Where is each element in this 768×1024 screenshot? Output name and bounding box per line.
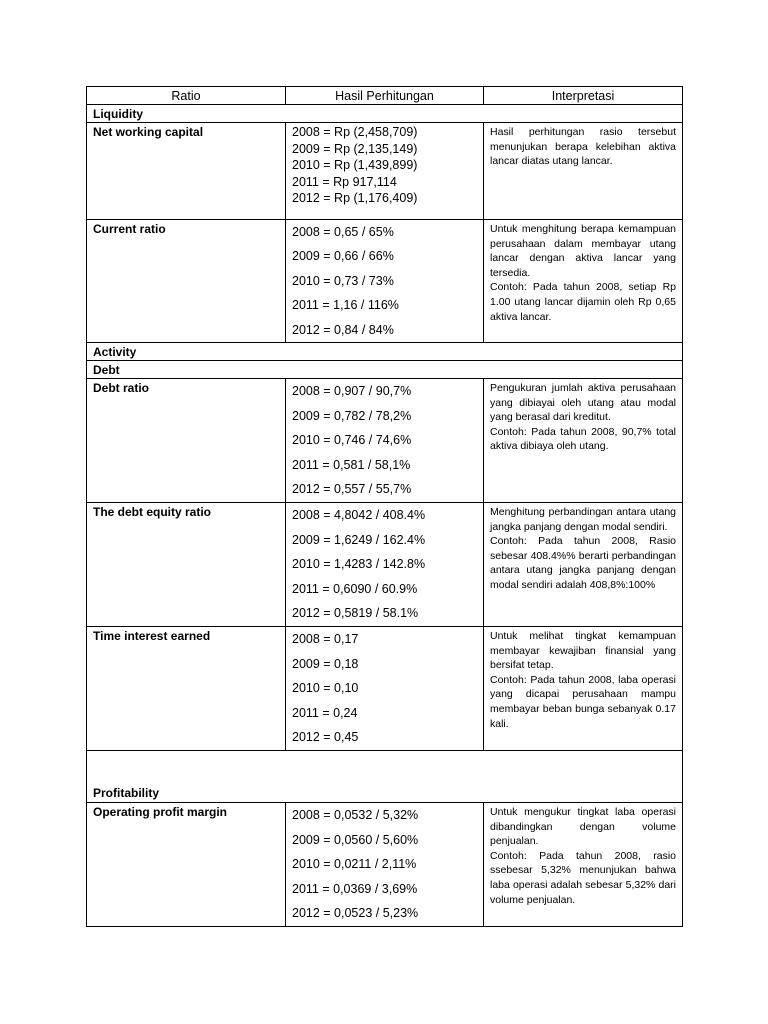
value-line: 2009 = 0,18 bbox=[292, 656, 359, 671]
header-interpretasi: Interpretasi bbox=[484, 87, 683, 105]
table-row bbox=[87, 503, 683, 627]
section-title-profitability-text: Profitability bbox=[93, 786, 160, 801]
value-cell bbox=[286, 220, 484, 343]
value-line: 2009 = 1,6249 / 162.4% bbox=[292, 532, 426, 547]
table-row bbox=[87, 379, 683, 503]
section-row-profitability bbox=[87, 751, 683, 803]
interpretation-cell bbox=[484, 627, 683, 751]
interpretation-text: Untuk melihat tingkat kemampuan membayar kewajiban finansial yang bersifat tetap. bbox=[490, 630, 676, 672]
header-hasil-perhitungan: Hasil Perhitungan bbox=[286, 87, 484, 105]
section-title-debt: Debt bbox=[87, 361, 683, 379]
interpretation-text: Untuk menghitung berapa kemampuan perusahaan dalam membayar utang lancar dengan aktiva lancar yang tersedia. bbox=[490, 223, 676, 279]
section-title-profitability bbox=[87, 751, 683, 803]
header-row bbox=[87, 87, 683, 105]
interpretation-example: Contoh: Pada tahun 2008, laba operasi yang dicapai perusahaan mampu membayar beban bunga sebanyak 0.17 kali. bbox=[490, 673, 676, 730]
value-line: 2008 = Rp (2,458,709) bbox=[292, 125, 418, 139]
ratio-label: Net working capital bbox=[87, 123, 286, 220]
value-line: 2009 = 0,66 / 66% bbox=[292, 249, 394, 264]
value-line: 2010 = Rp (1,439,899) bbox=[292, 158, 418, 172]
interpretation-text: Hasil perhitungan rasio tersebut menunjukan berapa kelebihan aktiva lancar diatas utang lancar. bbox=[490, 126, 676, 168]
value-line: 2011 = 1,16 / 116% bbox=[292, 298, 399, 313]
value-line: 2011 = Rp 917,114 bbox=[292, 174, 397, 189]
ratio-label: The debt equity ratio bbox=[87, 503, 286, 627]
value-line: 2010 = 0,73 / 73% bbox=[292, 273, 394, 288]
value-cell bbox=[286, 627, 484, 751]
interpretation-text: Menghitung perbandingan antara utang jangka panjang dengan modal sendiri. bbox=[490, 506, 676, 533]
value-line: 2012 = 0,84 / 84% bbox=[292, 322, 394, 337]
value-line: 2011 = 0,24 bbox=[292, 705, 358, 720]
interpretation-example: Contoh: Pada tahun 2008, Rasio sebesar 408.4%% berarti perbandingan antara utang jangka panjang dengan modal sendiri adalah 408,8%:100% bbox=[490, 535, 676, 591]
ratio-label: Operating profit margin bbox=[87, 803, 286, 927]
ratio-table bbox=[86, 86, 683, 927]
value-line: 2010 = 0,10 bbox=[292, 681, 359, 696]
value-line: 2010 = 1,4283 / 142.8% bbox=[292, 557, 426, 572]
table-row bbox=[87, 220, 683, 343]
value-line: 2008 = 0,0532 / 5,32% bbox=[292, 808, 419, 823]
interpretation-cell bbox=[484, 379, 683, 503]
ratio-label: Debt ratio bbox=[87, 379, 286, 503]
section-row-liquidity bbox=[87, 105, 683, 123]
value-cell bbox=[286, 503, 484, 627]
value-cell bbox=[286, 803, 484, 927]
value-line: 2009 = Rp (2,135,149) bbox=[292, 141, 418, 156]
value-line: 2009 = 0,782 / 78,2% bbox=[292, 408, 412, 423]
interpretation-example: Contoh: Pada tahun 2008, setiap Rp 1.00 utang lancar dijamin oleh Rp 0,65 aktiva lancar. bbox=[490, 281, 676, 323]
table-row bbox=[87, 803, 683, 927]
section-title-liquidity: Liquidity bbox=[87, 105, 683, 123]
value-line: 2008 = 0,65 / 65% bbox=[292, 225, 394, 239]
value-line: 2011 = 0,6090 / 60.9% bbox=[292, 581, 418, 596]
value-line: 2012 = 0,0523 / 5,23% bbox=[292, 906, 419, 921]
value-line: 2010 = 0,0211 / 2,11% bbox=[292, 857, 417, 872]
value-line: 2011 = 0,581 / 58,1% bbox=[292, 457, 411, 472]
value-line: 2011 = 0,0369 / 3,69% bbox=[292, 881, 418, 896]
value-cell bbox=[286, 123, 484, 220]
value-line: 2009 = 0,0560 / 5,60% bbox=[292, 832, 419, 847]
interpretation-text: Pengukuran jumlah aktiva perusahaan yang dibiayai oleh utang atau modal yang berasal dari kreditut. bbox=[490, 382, 676, 424]
ratio-label: Time interest earned bbox=[87, 627, 286, 751]
interpretation-example: Contoh: Pada tahun 2008, 90,7% total aktiva dibiaya oleh utang. bbox=[490, 425, 676, 453]
value-line: 2010 = 0,746 / 74,6% bbox=[292, 433, 412, 448]
value-line: 2012 = Rp (1,176,409) bbox=[292, 191, 418, 205]
ratio-label: Current ratio bbox=[87, 220, 286, 343]
header-ratio: Ratio bbox=[87, 87, 286, 105]
table-row bbox=[87, 627, 683, 751]
value-line: 2008 = 0,907 / 90,7% bbox=[292, 384, 412, 399]
value-line: 2012 = 0,557 / 55,7% bbox=[292, 482, 412, 497]
interpretation-cell bbox=[484, 503, 683, 627]
value-line: 2012 = 0,5819 / 58.1% bbox=[292, 606, 419, 621]
value-line: 2012 = 0,45 bbox=[292, 730, 359, 745]
value-cell bbox=[286, 379, 484, 503]
section-row-activity bbox=[87, 343, 683, 361]
value-line: 2008 = 0,17 bbox=[292, 632, 359, 647]
section-row-debt bbox=[87, 361, 683, 379]
interpretation-cell bbox=[484, 803, 683, 927]
interpretation-example: Contoh: Pada tahun 2008, rasio ssebesar 5,32% menunjukan bahwa laba operasi adalah sebesar 5,32% dari volume penjualan. bbox=[490, 849, 676, 906]
interpretation-cell bbox=[484, 220, 683, 343]
interpretation-cell bbox=[484, 123, 683, 220]
interpretation-text: Untuk mengukur tingkat laba operasi dibandingkan dengan volume penjualan. bbox=[490, 806, 676, 848]
value-line: 2008 = 4,8042 / 408.4% bbox=[292, 508, 426, 523]
section-title-activity: Activity bbox=[87, 343, 683, 361]
table-row bbox=[87, 123, 683, 220]
